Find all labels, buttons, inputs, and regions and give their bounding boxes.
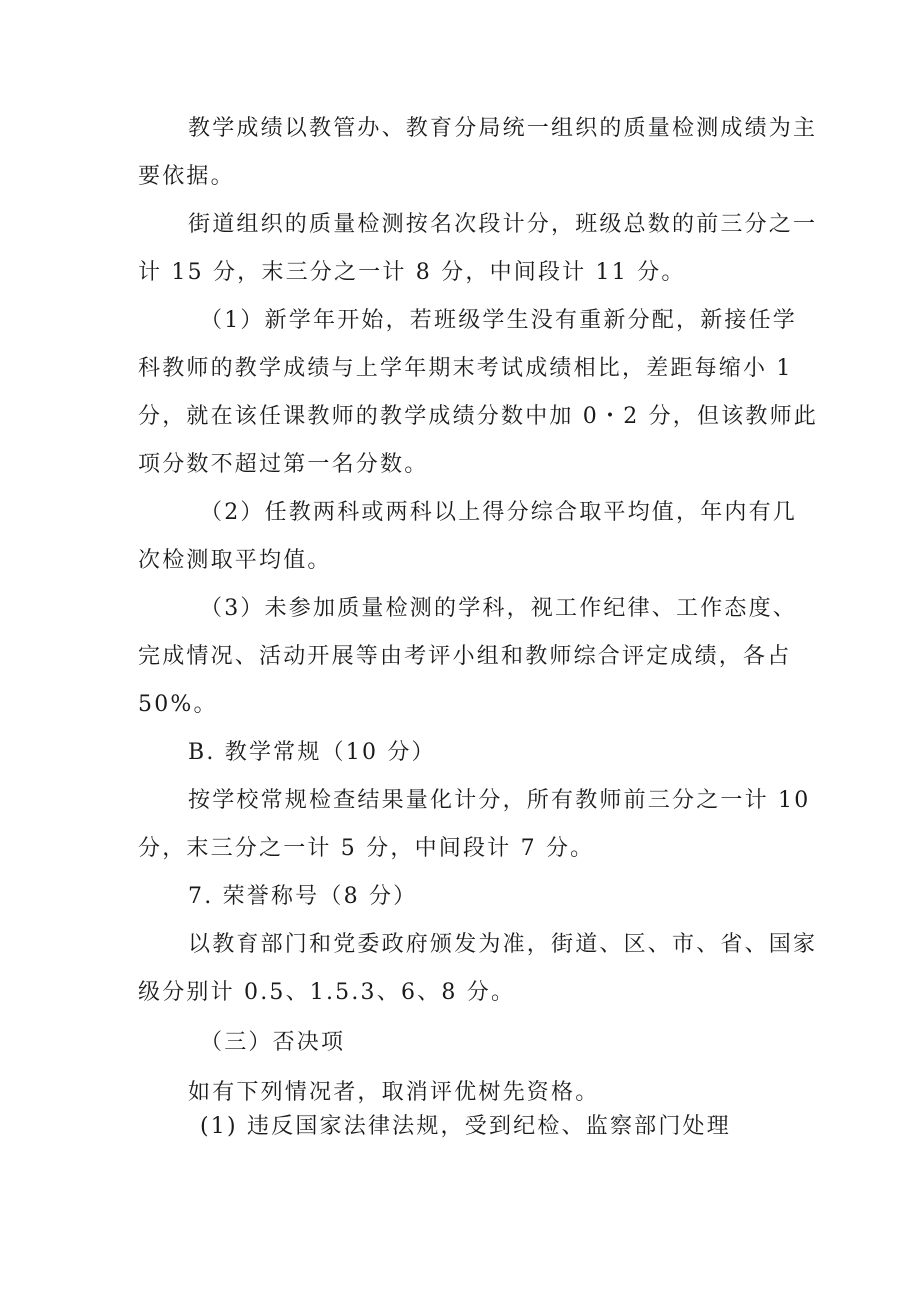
paragraph-line: 要依据。	[138, 164, 235, 189]
paragraph-line: 级分别计 0.5、1.5.3、6、8 分。	[138, 980, 516, 1005]
paragraph-line: 次检测取平均值。	[138, 548, 332, 573]
section-heading: （三）否决项	[200, 1030, 346, 1055]
section-heading: B. 教学常规（10 分）	[188, 740, 436, 765]
paragraph-line: 项分数不超过第一名分数。	[138, 452, 429, 477]
paragraph-line: 街道组织的质量检测按名次段计分，班级总数的前三分之一	[188, 212, 818, 237]
paragraph-line: 分，末三分之一计 5 分，中间段计 7 分。	[138, 836, 595, 861]
paragraph-line: 如有下列情况者，取消评优树先资格。	[188, 1080, 600, 1105]
section-heading: 7. 荣誉称号（8 分）	[188, 884, 418, 909]
paragraph-line: 科教师的教学成绩与上学年期末考试成绩相比，差距每缩小 1	[138, 356, 793, 381]
paragraph-line: (1) 违反国家法律法规，受到纪检、监察部门处理	[200, 1114, 731, 1139]
paragraph-line: （2）任教两科或两科以上得分综合取平均值，年内有几	[200, 500, 797, 525]
paragraph-line: 以教育部门和党委政府颁发为准，街道、区、市、省、国家	[188, 932, 818, 957]
paragraph-line: （1）新学年开始，若班级学生没有重新分配，新接任学	[200, 308, 797, 333]
paragraph-line: 50%。	[138, 692, 218, 717]
paragraph-line: 分，就在该任课教师的教学成绩分数中加 0・2 分，但该教师此	[138, 404, 818, 429]
paragraph-line: 按学校常规检查结果量化计分，所有教师前三分之一计 10	[188, 788, 811, 813]
paragraph-line: 完成情况、活动开展等由考评小组和教师综合评定成绩，各占	[138, 644, 792, 669]
paragraph-line: （3）未参加质量检测的学科，视工作纪律、工作态度、	[200, 596, 797, 621]
paragraph-line: 教学成绩以教管办、教育分局统一组织的质量检测成绩为主	[188, 116, 818, 141]
paragraph-line: 计 15 分，末三分之一计 8 分，中间段计 11 分。	[138, 260, 686, 285]
